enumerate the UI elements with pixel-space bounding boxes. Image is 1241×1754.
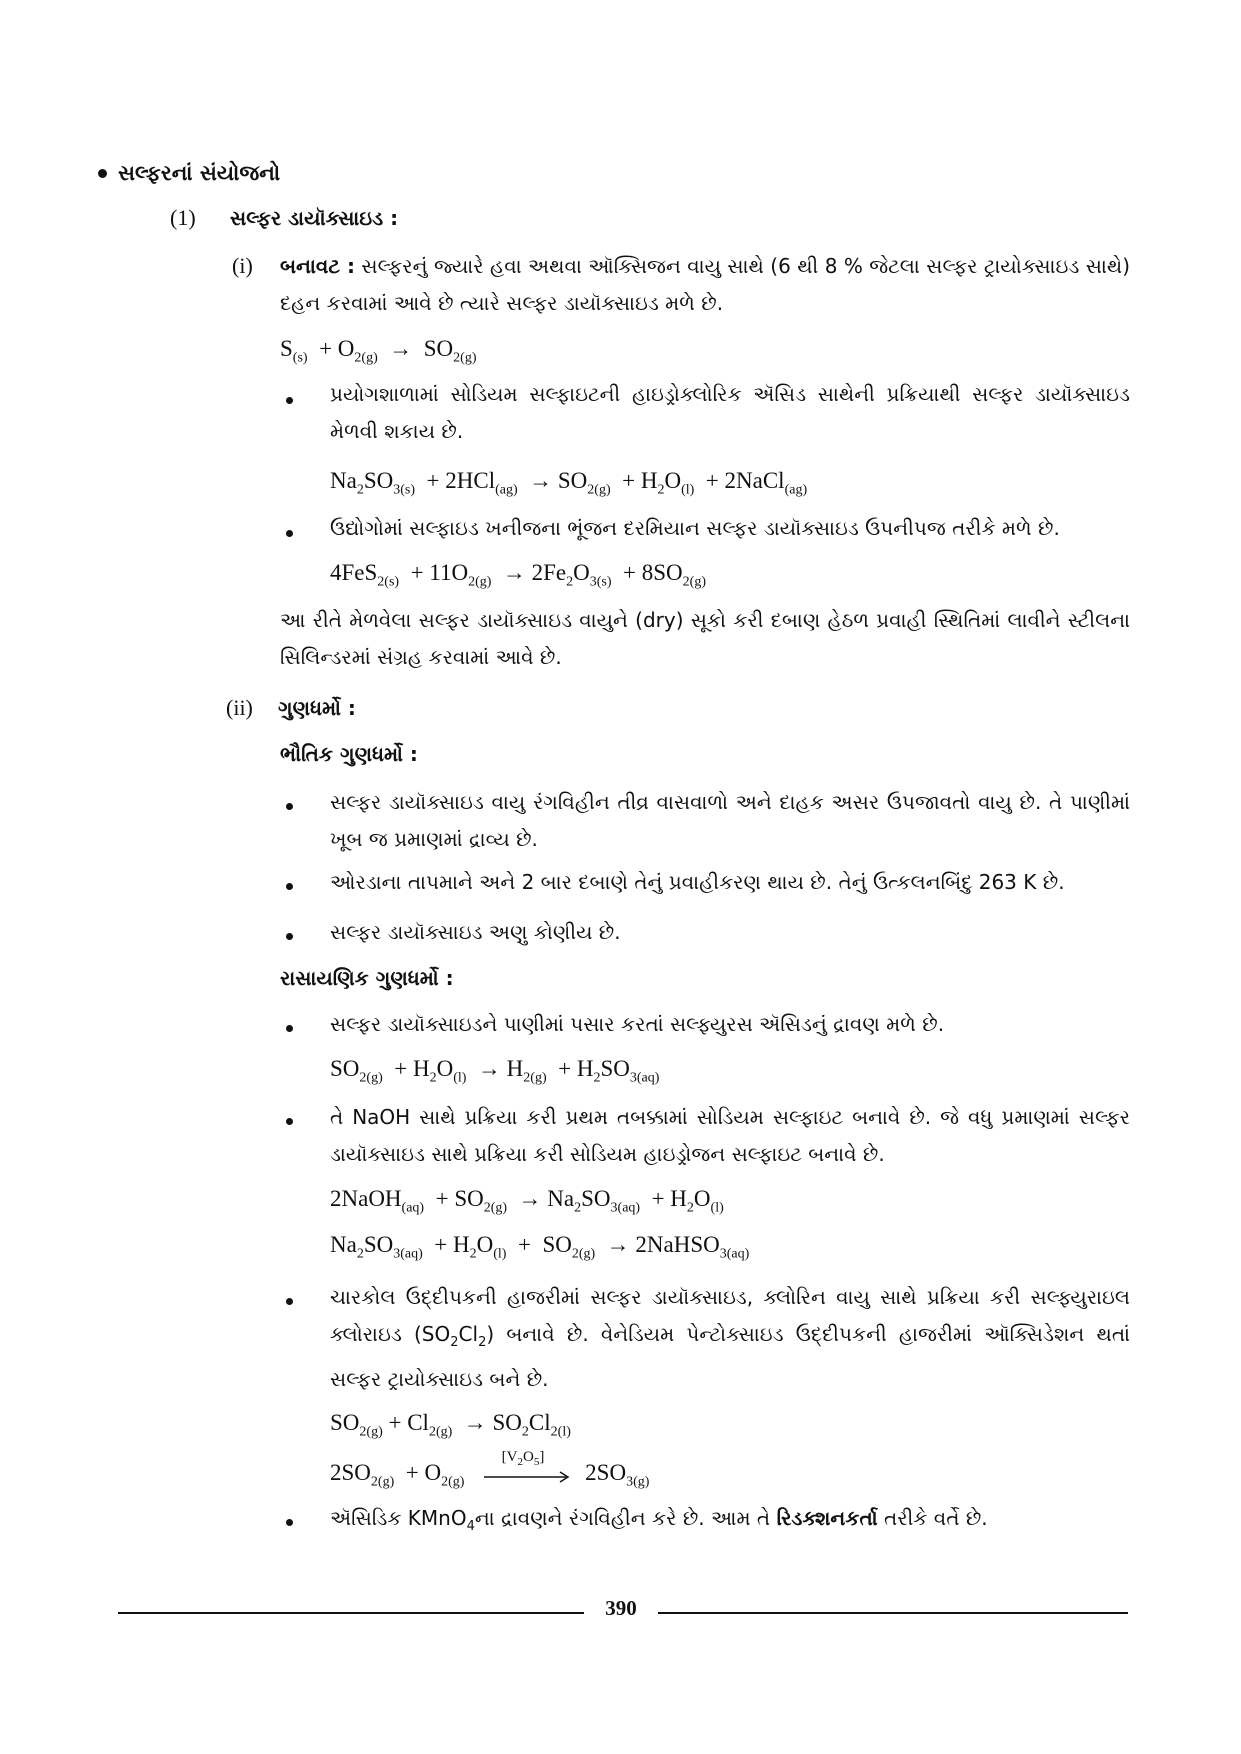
prep-paragraph	[280, 248, 1130, 322]
prep-label: બનાવટ :	[280, 254, 355, 278]
equation-5: 2NaOH$_{(aq)}$ + $SO_{2(g)} \to Na_2SO_{3(aq)} + H_2O_{(l)}$	[330, 1186, 724, 1216]
equation-6: $Na_2SO_{3(aq)} + H_2O_{(l)} + SO_{2(g)}$ → 2NaHSO$_{3(aq)}$	[330, 1232, 750, 1262]
chemical-prop-2: તે NaOH સાથે પ્રક્રિયા કરી પ્રથમ તબક્કામાં સોડિયમ સલ્ફાઇટ બનાવે છે. જે વધુ પ્રમાણમાં સલ્ફર ડાયૉક્સાઇડ સાથે પ્રક્રિયા કરી સોડિયમ હાઇડ્રોજન સલ્ફાઇટ બનાવે છે.	[330, 1105, 1130, 1166]
bullet-icon	[286, 933, 293, 940]
equation-7: $SO_{2(g)} + Cl_{2(g)} \to SO_2Cl_{2(l)}$	[330, 1410, 571, 1440]
bullet-icon	[286, 1118, 293, 1125]
page-number: 390	[605, 1596, 637, 1620]
section-bullet	[98, 169, 107, 178]
bullet-icon	[286, 1025, 293, 1032]
chemical-prop-4: ઍસિડિક KMnO$_4$ના દ્રાવણને રંગવિહીન કરે છે. આમ તે રિડક્શનકર્તા તરીકે વર્તે છે.	[330, 1506, 988, 1534]
prep-text: સલ્ફરનું જ્યારે હવા અથવા ઑક્સિજન વાયુ સાથે (6 થી 8 % જેટલા સલ્ફર ટ્રાયોક્સાઇડ સાથે) દહન કરવામાં આવે છે ત્યારે સલ્ફર ડાયૉક્સાઇડ મળે છે.	[280, 254, 1130, 315]
bullet-icon	[286, 397, 293, 404]
bullet-icon	[286, 1298, 293, 1305]
bullet-icon	[286, 530, 293, 537]
equation-1: $S_{(s)} + O_{2(g)} \to SO_{2(g)}$	[280, 336, 477, 366]
chemical-prop-1: સલ્ફર ડાયૉક્સાઇડને પાણીમાં પસાર કરતાં સલ્ફ્યુરસ ઍસિડનું દ્રાવણ મળે છે.	[330, 1012, 945, 1036]
chemical-prop-3: ચારકોલ ઉદ્દીપકની હાજરીમાં સલ્ફર ડાયૉક્સાઇડ, ક્લોરિન વાયુ સાથે પ્રક્રિયા કરી સલ્ફ્યુરાઇલ ક્લોરાઇડ $(SO_2Cl_2)$ બનાવે છે. વેનેડિયમ પેન્ટોક્સાઇડ ઉદ્દીપકની હાજરીમાં ઑક્સિડેશન થતાં સલ્ફર ટ્રાયોક્સાઇડ બને છે.	[330, 1285, 1130, 1391]
equation-4: $SO_{2(g)} + H_2O_{(l)} \to H_{2(g)} + H_2SO_{3(aq)}$	[330, 1056, 660, 1086]
bullet-icon	[286, 803, 293, 810]
physical-prop-3: સલ્ફર ડાયૉક્સાઇડ અણુ કોણીય છે.	[330, 920, 621, 944]
physical-prop-2: ઓરડાના તાપમાને અને 2 બાર દબાણે તેનું પ્રવાહીકરણ થાય છે. તેનું ઉત્કલનબિંદુ 263 K છે.	[330, 870, 1065, 894]
equation-3: $4FeS_{2(s)} + 11O_{2(g)} \to 2Fe_2O_{3(s)} + 8SO_{2(g)}$	[330, 560, 706, 590]
prep-bullet-2: ઉદ્યોગોમાં સલ્ફાઇડ ખનીજના ભૂંજન દરમિયાન સલ્ફર ડાયૉક્સાઇડ ઉપનીપજ તરીકે મળે છે.	[330, 516, 1060, 540]
props-number: (ii)	[226, 695, 253, 720]
chemical-props-title: રાસાયણિક ગુણધર્મો :	[280, 966, 454, 990]
props-title: ગુણધર્મો :	[278, 696, 356, 720]
equation-2: $Na_2SO_{3(s)} + 2HCl_{(ag)} \to SO_{2(g)} + H_2O_{(l)}$ + 2NaCl$_{(ag)}$	[330, 468, 808, 498]
equation-8: $2SO_{2(g)} + O_{2(g)}$ $[V_2O_5]$ $2SO_{3(g)}$	[330, 1448, 650, 1490]
prep-bullet-1: પ્રયોગશાળામાં સોડિયમ સલ્ફાઇટની હાઇડ્રોક્લોરિક ઍસિડ સાથેની પ્રક્રિયાથી સલ્ફર ડાયૉક્સાઇડ મેળવી શકાય છે.	[330, 382, 1130, 443]
bullet-icon	[286, 883, 293, 890]
footer-rule-left	[118, 1612, 584, 1614]
footer-rule-right	[658, 1612, 1128, 1614]
subsection-number: (1)	[170, 205, 196, 230]
subsection-title: સલ્ફર ડાયૉક્સાઇડ :	[230, 206, 399, 230]
section-title: સલ્ફરનાં સંયોજનો	[118, 161, 281, 185]
physical-props-title: ભૌતિક ગુણધર્મો :	[280, 742, 418, 766]
bullet-icon	[286, 1519, 293, 1526]
catalyst-arrow-icon: $[V_2O_5]$	[482, 1465, 574, 1485]
prep-number: (i)	[232, 253, 253, 278]
prep-after-text: આ રીતે મેળવેલા સલ્ફર ડાયૉક્સાઇડ વાયુને (dry) સૂકો કરી દબાણ હેઠળ પ્રવાહી સ્થિતિમાં લાવીને સ્ટીલના સિલિન્ડરમાં સંગ્રહ કરવામાં આવે છે.	[280, 608, 1130, 669]
physical-prop-1: સલ્ફર ડાયૉક્સાઇડ વાયુ રંગવિહીન તીવ્ર વાસવાળો અને દાહક અસર ઉપજાવતો વાયુ છે. તે પાણીમાં ખૂબ જ પ્રમાણમાં દ્રાવ્ય છે.	[330, 790, 1130, 851]
